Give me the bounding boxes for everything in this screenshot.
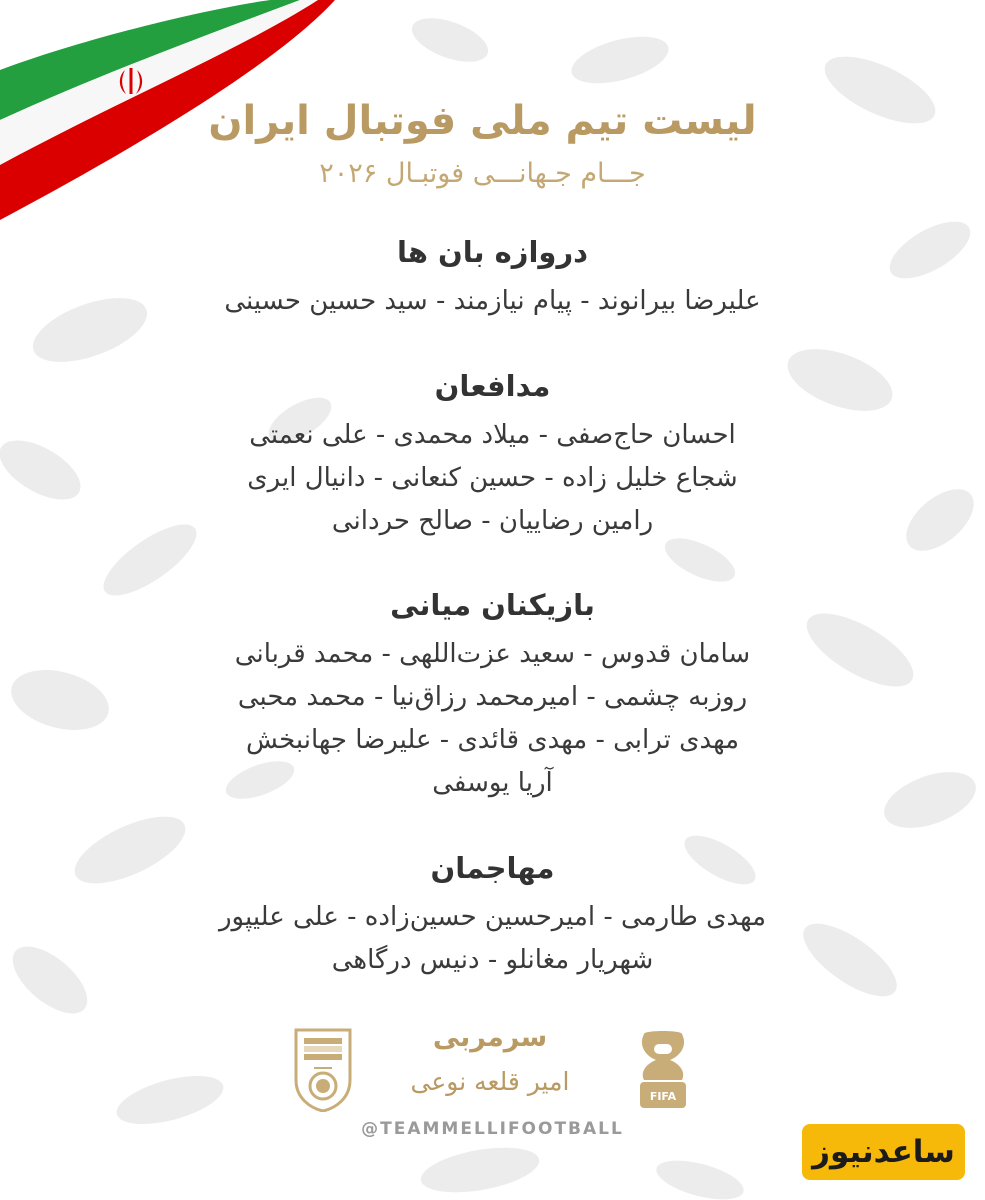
player-line: روزبه چشمی - امیرمحمد رزاق‌نیا - محمد محبی <box>237 682 748 712</box>
brand-name: ساعدنیوز <box>812 1134 955 1170</box>
fifa-world-cup-trophy-icon <box>636 1030 690 1110</box>
player-line: شجاع خلیل زاده - حسین کنعانی - دانیال ایری <box>247 463 738 493</box>
fifa-logo-text: FIFA <box>649 1090 677 1103</box>
coach-label: سرمربی <box>432 1022 548 1053</box>
ffiri-emblem-icon <box>292 1028 354 1112</box>
page-title: لیست تیم ملی فوتبال ایران <box>208 98 757 144</box>
section-defenders <box>0 366 985 543</box>
section-heading: دروازه بان ها <box>396 235 589 269</box>
section-goalkeepers <box>0 232 985 323</box>
player-line: شهریار مغانلو - دنیس درگاهی <box>331 945 654 975</box>
player-line: مهدی ترابی - مهدی قائدی - علیرضا جهانبخش <box>245 725 740 755</box>
player-line: آریا یوسفی <box>432 768 553 798</box>
player-line: سامان قدوس - سعید عزت‌اللهی - محمد قربانی <box>234 639 751 669</box>
brand-badge <box>802 1124 965 1180</box>
section-heading: مدافعان <box>434 369 551 403</box>
player-line: احسان حاج‌صفی - میلاد محمدی - علی نعمتی <box>249 420 736 450</box>
player-line: رامین رضاییان - صالح حردانی <box>331 506 654 536</box>
player-line: مهدی طارمی - امیرحسین حسین‌زاده - علی علیپور <box>218 902 766 932</box>
section-forwards <box>0 848 985 982</box>
section-heading: بازیکنان میانی <box>390 588 595 622</box>
coach-block <box>380 1018 600 1106</box>
page-subtitle: جـــام جـهانـــی فوتبـال ۲۰۲۶ <box>319 158 646 189</box>
section-heading: مهاجمان <box>430 851 555 885</box>
player-line: علیرضا بیرانوند - پیام نیازمند - سید حسین حسینی <box>224 286 761 316</box>
section-midfielders <box>0 585 985 805</box>
social-handle: @TEAMMELLIFOOTBALL <box>361 1119 624 1139</box>
coach-name: امیر قلعه نوعی <box>410 1067 570 1096</box>
